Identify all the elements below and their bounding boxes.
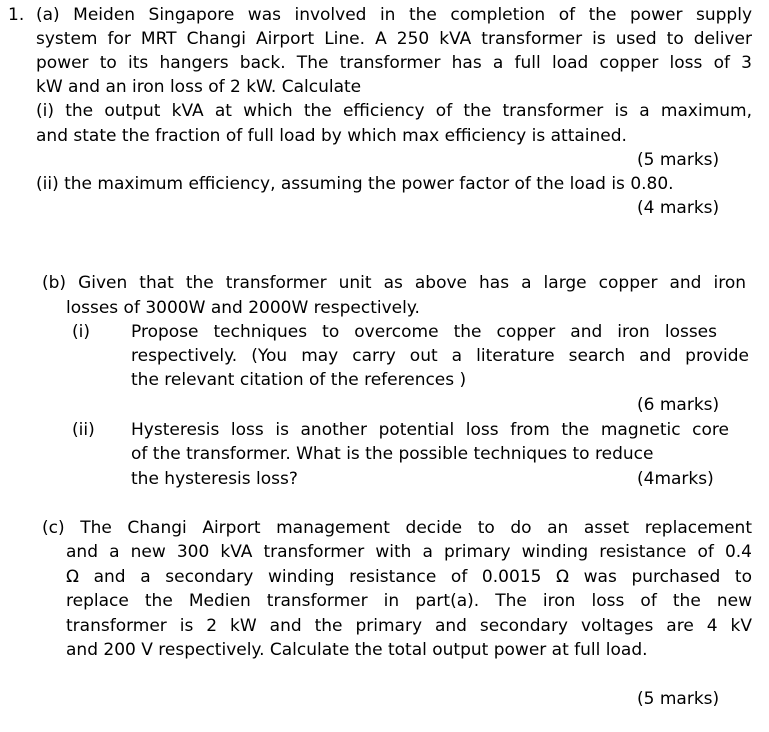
part-b-line-2: losses of 3000W and 2000W respectively. [66,298,420,318]
part-c-line-2: and a new 300 kVA transformer with a primary winding resistance of 0.4 [66,542,752,562]
part-c-line-6: and 200 V respectively. Calculate the total output power at full load. [66,640,648,660]
part-b-ii-line-3: the hysteresis loss? [131,469,298,489]
part-b-ii-marks: (4marks) [637,469,714,489]
part-a-ii-marks: (4 marks) [637,198,720,218]
part-b-i-line-3: the relevant citation of the references ) [131,370,467,390]
part-b-i-label: (i) [72,322,90,342]
part-c-marks: (5 marks) [637,689,720,709]
part-a-i-marks: (5 marks) [637,150,720,170]
part-a-line-4: kW and an iron loss of 2 kW. Calculate [36,77,362,97]
part-b-ii-label: (ii) [72,420,95,440]
part-b-i-line-1: Propose techniques to overcome the copper and iron losses [131,322,717,342]
part-a-line-5: (i) the output kVA at which the efficiency of the transformer is a maximum, [36,101,752,121]
part-c-line-5: transformer is 2 kW and the primary and secondary voltages are 4 kV [66,616,752,636]
part-c-line-1: (c) The Changi Airport management decide to do an asset replacement [42,518,752,538]
part-c-line-4: replace the Medien transformer in part(a). The iron loss of the new [66,591,752,611]
part-b-i-line-2: respectively. (You may carry out a literature search and provide [131,346,749,366]
part-a-line-3: power to its hangers back. The transformer has a full load copper loss of 3 [36,53,752,73]
part-b-i-marks: (6 marks) [637,395,720,415]
part-a-line-2: system for MRT Changi Airport Line. A 250 kVA transformer is used to deliver [36,29,752,49]
question-number: 1. [8,5,25,25]
part-a-ii-text: (ii) the maximum efficiency, assuming the power factor of the load is 0.80. [36,174,674,194]
part-b-ii-line-2: of the transformer. What is the possible techniques to reduce [131,444,654,464]
part-a-line-6: and state the fraction of full load by which max efficiency is attained. [36,126,627,146]
part-a-line-1: (a) Meiden Singapore was involved in the completion of the power supply [36,5,752,25]
part-b-ii-line-1: Hysteresis loss is another potential loss from the magnetic core [131,420,729,440]
part-c-line-3: Ω and a secondary winding resistance of 0.0015 Ω was purchased to [66,567,752,587]
part-b-line-1: (b) Given that the transformer unit as above has a large copper and iron [42,273,746,293]
